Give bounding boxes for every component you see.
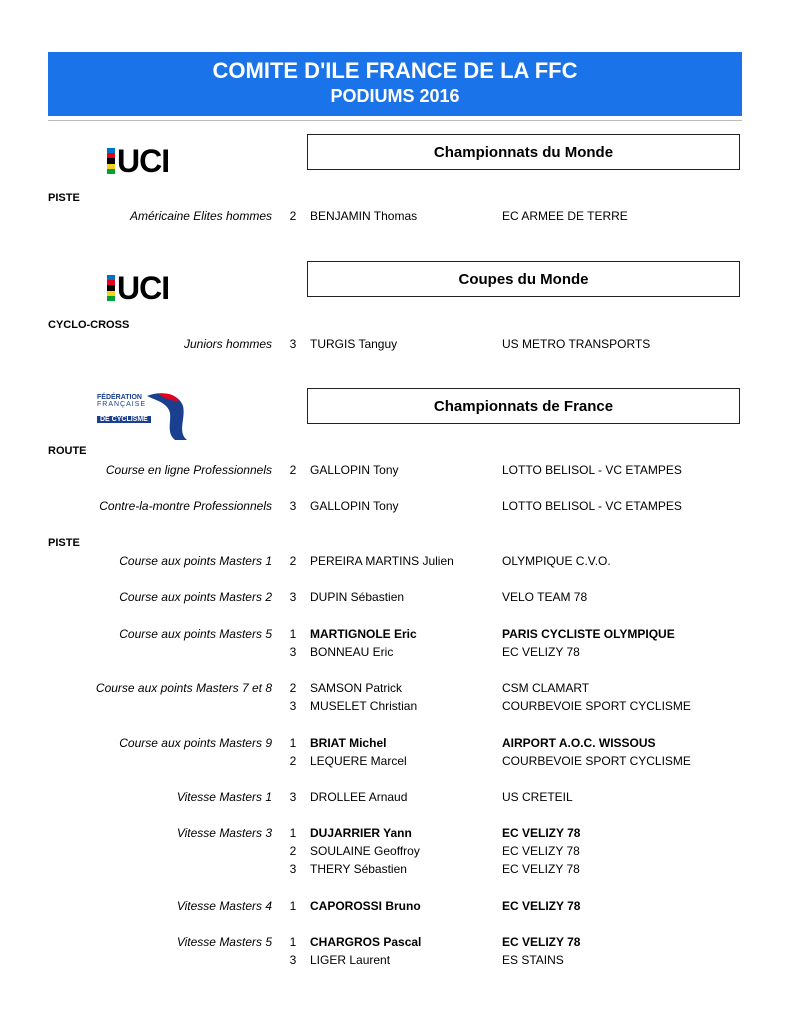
table-row bbox=[0, 697, 791, 715]
club-name: LOTTO BELISOL - VC ETAMPES bbox=[502, 499, 682, 513]
rank: 3 bbox=[289, 699, 297, 713]
event-name: Course aux points Masters 1 bbox=[119, 554, 272, 568]
rider-name: GALLOPIN Tony bbox=[310, 463, 399, 477]
club-name: OLYMPIQUE C.V.O. bbox=[502, 554, 611, 568]
event-name: Course en ligne Professionnels bbox=[105, 463, 272, 477]
uci-rainbow-bars bbox=[107, 275, 115, 301]
table-row bbox=[0, 461, 791, 479]
rank: 3 bbox=[289, 862, 297, 876]
rank: 3 bbox=[289, 790, 297, 804]
table-row bbox=[0, 788, 791, 806]
club-name: EC VELIZY 78 bbox=[502, 862, 580, 876]
club-name: EC VELIZY 78 bbox=[502, 899, 581, 913]
section-box-coupes: Coupes du Monde bbox=[307, 261, 740, 297]
event-name: Vitesse Masters 3 bbox=[176, 826, 272, 840]
table-row bbox=[0, 335, 791, 353]
club-name: AIRPORT A.O.C. WISSOUS bbox=[502, 736, 656, 750]
club-name: VELO TEAM 78 bbox=[502, 590, 588, 604]
page-title: COMITE D'ILE FRANCE DE LA FFC bbox=[212, 58, 578, 83]
rider-name: DUPIN Sébastien bbox=[310, 590, 405, 604]
club-name: US METRO TRANSPORTS bbox=[502, 337, 651, 351]
rider-name: PEREIRA MARTINS Julien bbox=[310, 554, 454, 568]
rank: 2 bbox=[289, 554, 297, 568]
uci-logo-text: UCI bbox=[117, 270, 170, 306]
table-row bbox=[0, 625, 791, 643]
rank: 3 bbox=[289, 645, 297, 659]
ffc-logo-line3: DE CYCLISME bbox=[97, 416, 151, 423]
uci-bar-green bbox=[107, 169, 115, 174]
uci-rainbow-bars bbox=[107, 148, 115, 174]
uci-logo-2 bbox=[107, 261, 189, 315]
rank: 2 bbox=[289, 754, 297, 768]
rank: 1 bbox=[289, 627, 297, 641]
rider-name: SOULAINE Geoffroy bbox=[310, 844, 420, 858]
rank: 1 bbox=[289, 736, 297, 750]
rank: 2 bbox=[289, 209, 297, 223]
club-name: COURBEVOIE SPORT CYCLISME bbox=[502, 754, 691, 768]
table-row bbox=[0, 860, 791, 878]
rank: 3 bbox=[289, 590, 297, 604]
event-name: Vitesse Masters 5 bbox=[176, 935, 272, 949]
table-row bbox=[0, 643, 791, 661]
rank: 1 bbox=[289, 899, 297, 913]
section-label-cyclo-cross: CYCLO-CROSS bbox=[48, 319, 130, 331]
rank: 2 bbox=[289, 681, 297, 695]
event-name: Américaine Elites hommes bbox=[129, 209, 272, 223]
table-row bbox=[0, 752, 791, 770]
club-name: PARIS CYCLISTE OLYMPIQUE bbox=[502, 627, 675, 641]
table-row bbox=[0, 588, 791, 606]
rider-name: DROLLEE Arnaud bbox=[310, 790, 408, 804]
rank: 3 bbox=[289, 499, 297, 513]
club-name: EC VELIZY 78 bbox=[502, 844, 580, 858]
club-name: EC VELIZY 78 bbox=[502, 826, 581, 840]
rider-name: CAPOROSSI Bruno bbox=[310, 899, 421, 913]
event-name: Course aux points Masters 7 et 8 bbox=[95, 681, 272, 695]
table-row bbox=[0, 679, 791, 697]
table-row bbox=[0, 951, 791, 969]
page-subtitle: PODIUMS 2016 bbox=[330, 86, 460, 106]
club-name: CSM CLAMART bbox=[502, 681, 590, 695]
table-row bbox=[0, 933, 791, 951]
ffc-logo-line1: FÉDÉRATION bbox=[97, 394, 142, 401]
rider-name: THERY Sébastien bbox=[310, 862, 407, 876]
rider-name: BENJAMIN Thomas bbox=[310, 209, 418, 223]
section-box-france: Championnats de France bbox=[307, 388, 740, 424]
table-row bbox=[0, 842, 791, 860]
club-name: EC VELIZY 78 bbox=[502, 645, 580, 659]
rider-name: MUSELET Christian bbox=[310, 699, 418, 713]
event-name: Contre-la-montre Professionnels bbox=[99, 499, 272, 513]
club-name: ES STAINS bbox=[502, 953, 564, 967]
club-name: US CRETEIL bbox=[502, 790, 573, 804]
header-divider bbox=[48, 120, 742, 121]
club-name: COURBEVOIE SPORT CYCLISME bbox=[502, 699, 691, 713]
event-name: Vitesse Masters 1 bbox=[176, 790, 272, 804]
uci-logo bbox=[107, 134, 189, 188]
uci-bar-green bbox=[107, 296, 115, 301]
table-row bbox=[0, 207, 791, 225]
event-name: Course aux points Masters 5 bbox=[119, 627, 272, 641]
rank: 2 bbox=[289, 844, 297, 858]
table-row bbox=[0, 552, 791, 570]
club-name: EC VELIZY 78 bbox=[502, 935, 581, 949]
club-name: LOTTO BELISOL - VC ETAMPES bbox=[502, 463, 682, 477]
uci-logo-text: UCI bbox=[117, 143, 170, 179]
event-name: Juniors hommes bbox=[183, 337, 272, 351]
table-row bbox=[0, 497, 791, 515]
rider-name: DUJARRIER Yann bbox=[310, 826, 412, 840]
page-header bbox=[48, 52, 742, 116]
event-name: Course aux points Masters 2 bbox=[119, 590, 272, 604]
ffc-logo-line2: FRANÇAISE bbox=[97, 401, 147, 408]
rank: 3 bbox=[289, 337, 297, 351]
table-row bbox=[0, 824, 791, 842]
ffc-logo bbox=[97, 388, 189, 440]
event-name: Vitesse Masters 4 bbox=[176, 899, 272, 913]
section-box-monde: Championnats du Monde bbox=[307, 134, 740, 170]
rank: 3 bbox=[289, 953, 297, 967]
rider-name: LEQUERE Marcel bbox=[310, 754, 407, 768]
rider-name: MARTIGNOLE Eric bbox=[310, 627, 417, 641]
rider-name: BONNEAU Eric bbox=[310, 645, 394, 659]
rider-name: CHARGROS Pascal bbox=[310, 935, 422, 949]
section-label-route: ROUTE bbox=[48, 445, 87, 457]
club-name: EC ARMEE DE TERRE bbox=[502, 209, 628, 223]
rank: 1 bbox=[289, 826, 297, 840]
table-row bbox=[0, 897, 791, 915]
rank: 1 bbox=[289, 935, 297, 949]
section-label-piste-2: PISTE bbox=[48, 537, 80, 549]
rider-name: GALLOPIN Tony bbox=[310, 499, 399, 513]
section-label-piste: PISTE bbox=[48, 192, 80, 204]
rider-name: SAMSON Patrick bbox=[310, 681, 403, 695]
rider-name: LIGER Laurent bbox=[310, 953, 391, 967]
table-row bbox=[0, 734, 791, 752]
rider-name: TURGIS Tanguy bbox=[310, 337, 398, 351]
event-name: Course aux points Masters 9 bbox=[119, 736, 272, 750]
rider-name: BRIAT Michel bbox=[310, 736, 387, 750]
rank: 2 bbox=[289, 463, 297, 477]
